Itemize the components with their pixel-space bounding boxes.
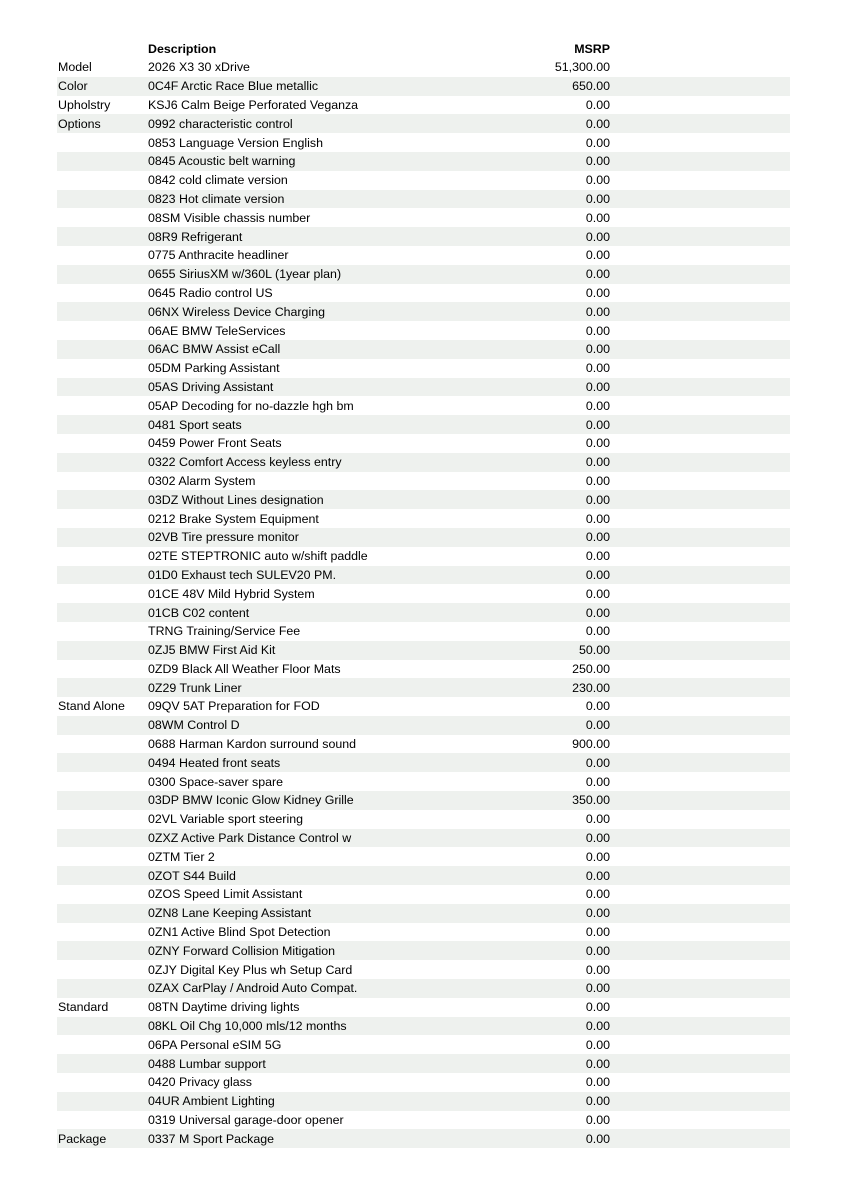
msrp-cell: 0.00 — [585, 116, 610, 131]
table-row — [57, 1111, 790, 1130]
msrp-cell: 0.00 — [585, 154, 610, 169]
msrp-cell: 0.00 — [585, 323, 610, 338]
table-row — [57, 284, 790, 303]
column-header-msrp: MSRP — [574, 41, 610, 56]
msrp-cell: 0.00 — [585, 849, 610, 864]
category-cell: Color — [58, 79, 88, 94]
table-row — [57, 434, 790, 453]
description-cell: 0494 Heated front seats — [148, 755, 281, 770]
table-row — [57, 1035, 790, 1054]
table-row — [57, 960, 790, 979]
table-row — [57, 208, 790, 227]
table-row — [57, 697, 790, 716]
description-cell: 06NX Wireless Device Charging — [148, 304, 325, 319]
table-row — [57, 622, 790, 641]
description-cell: 0ZN1 Active Blind Spot Detection — [148, 925, 331, 940]
table-row — [57, 904, 790, 923]
table-row — [57, 810, 790, 829]
msrp-cell: 0.00 — [585, 473, 610, 488]
table-row — [57, 716, 790, 735]
category-cell: Options — [58, 116, 101, 131]
table-row — [57, 753, 790, 772]
msrp-cell: 0.00 — [585, 1019, 610, 1034]
description-cell: 0842 cold climate version — [148, 173, 288, 188]
table-row — [57, 1073, 790, 1092]
table-row — [57, 941, 790, 960]
msrp-cell: 0.00 — [585, 549, 610, 564]
table-row — [57, 114, 790, 133]
table-row — [57, 1017, 790, 1036]
msrp-cell: 0.00 — [585, 812, 610, 827]
msrp-cell: 0.00 — [585, 1094, 610, 1109]
table-row — [57, 566, 790, 585]
description-cell: 02VL Variable sport steering — [148, 812, 303, 827]
table-row — [57, 152, 790, 171]
msrp-cell: 0.00 — [585, 267, 610, 282]
description-cell: 0853 Language Version English — [148, 135, 323, 150]
msrp-cell: 0.00 — [585, 586, 610, 601]
description-cell: 0645 Radio control US — [148, 285, 273, 300]
msrp-cell: 0.00 — [585, 530, 610, 545]
description-cell: 0481 Sport seats — [148, 417, 242, 432]
msrp-cell: 0.00 — [585, 97, 610, 112]
description-cell: 08KL Oil Chg 10,000 mls/12 months — [148, 1019, 347, 1034]
description-cell: 0655 SiriusXM w/360L (1year plan) — [148, 267, 342, 282]
table-row — [57, 1092, 790, 1111]
msrp-cell: 0.00 — [585, 1000, 610, 1015]
msrp-cell: 0.00 — [585, 925, 610, 940]
msrp-cell: 900.00 — [572, 737, 610, 752]
table-row — [57, 866, 790, 885]
msrp-cell: 0.00 — [585, 831, 610, 846]
msrp-cell: 0.00 — [585, 191, 610, 206]
table-row — [57, 584, 790, 603]
table-row — [57, 1129, 790, 1148]
table-row — [57, 472, 790, 491]
msrp-cell: 0.00 — [585, 342, 610, 357]
description-cell: 08R9 Refrigerant — [148, 229, 243, 244]
table-row — [57, 396, 790, 415]
description-cell: 2026 X3 30 xDrive — [148, 60, 250, 75]
table-row — [57, 490, 790, 509]
description-cell: 0ZOS Speed Limit Assistant — [148, 887, 303, 902]
table-row — [57, 246, 790, 265]
table-row — [57, 772, 790, 791]
description-cell: 0300 Space-saver spare — [148, 774, 284, 789]
description-cell: 05AS Driving Assistant — [148, 379, 274, 394]
msrp-cell: 0.00 — [585, 1056, 610, 1071]
msrp-cell: 0.00 — [585, 173, 610, 188]
description-cell: 0775 Anthracite headliner — [148, 248, 289, 263]
description-cell: 02TE STEPTRONIC auto w/shift paddle — [148, 549, 368, 564]
table-row — [57, 133, 790, 152]
msrp-cell: 0.00 — [585, 962, 610, 977]
msrp-cell: 0.00 — [585, 135, 610, 150]
msrp-cell: 0.00 — [585, 417, 610, 432]
category-cell: Package — [58, 1131, 107, 1146]
table-row — [57, 979, 790, 998]
description-cell: KSJ6 Calm Beige Perforated Veganza — [148, 97, 359, 112]
table-row — [57, 885, 790, 904]
msrp-cell: 0.00 — [585, 868, 610, 883]
description-cell: 06AE BMW TeleServices — [148, 323, 286, 338]
msrp-cell: 0.00 — [585, 248, 610, 263]
table-row — [57, 302, 790, 321]
msrp-cell: 650.00 — [572, 79, 610, 94]
table-row — [57, 547, 790, 566]
description-cell: 02VB Tire pressure monitor — [148, 530, 299, 545]
description-cell: 0ZN8 Lane Keeping Assistant — [148, 906, 312, 921]
msrp-cell: 0.00 — [585, 492, 610, 507]
msrp-cell: 0.00 — [585, 511, 610, 526]
msrp-cell: 0.00 — [585, 1037, 610, 1052]
description-cell: 0823 Hot climate version — [148, 191, 285, 206]
table-row — [57, 678, 790, 697]
table-row — [57, 190, 790, 209]
msrp-cell: 0.00 — [585, 229, 610, 244]
description-cell: 0319 Universal garage-door opener — [148, 1113, 344, 1128]
description-cell: 0302 Alarm System — [148, 473, 256, 488]
msrp-cell: 0.00 — [585, 210, 610, 225]
description-cell: 0ZJY Digital Key Plus wh Setup Card — [148, 962, 353, 977]
table-row — [57, 1054, 790, 1073]
description-cell: 0ZOT S44 Build — [148, 868, 236, 883]
msrp-cell: 0.00 — [585, 567, 610, 582]
msrp-cell: 0.00 — [585, 361, 610, 376]
msrp-cell: 0.00 — [585, 285, 610, 300]
description-cell: 06AC BMW Assist eCall — [148, 342, 281, 357]
description-cell: 08TN Daytime driving lights — [148, 1000, 300, 1015]
msrp-cell: 0.00 — [585, 774, 610, 789]
description-cell: 0ZNY Forward Collision Mitigation — [148, 943, 336, 958]
description-cell: 03DZ Without Lines designation — [148, 492, 324, 507]
description-cell: 01CB C02 content — [148, 605, 250, 620]
description-cell: 03DP BMW Iconic Glow Kidney Grille — [148, 793, 354, 808]
description-cell: TRNG Training/Service Fee — [148, 624, 301, 639]
table-row — [57, 378, 790, 397]
description-cell: 0Z29 Trunk Liner — [148, 680, 242, 695]
description-cell: 0322 Comfort Access keyless entry — [148, 455, 342, 470]
description-cell: 08WM Control D — [148, 718, 240, 733]
description-cell: 09QV 5AT Preparation for FOD — [148, 699, 320, 714]
table-row — [57, 171, 790, 190]
table-row — [57, 791, 790, 810]
table-row — [57, 265, 790, 284]
msrp-cell: 0.00 — [585, 1131, 610, 1146]
table-row — [57, 453, 790, 472]
msrp-cell: 51,300.00 — [554, 60, 610, 75]
msrp-cell: 0.00 — [585, 398, 610, 413]
table-row — [57, 641, 790, 660]
table-row — [57, 735, 790, 754]
category-cell: Standard — [58, 1000, 109, 1015]
description-cell: 0ZJ5 BMW First Aid Kit — [148, 643, 276, 658]
msrp-cell: 0.00 — [585, 699, 610, 714]
description-cell: 0488 Lumbar support — [148, 1056, 266, 1071]
table-row — [57, 509, 790, 528]
table-row — [57, 528, 790, 547]
msrp-cell: 0.00 — [585, 379, 610, 394]
table-row — [57, 660, 790, 679]
msrp-cell: 0.00 — [585, 605, 610, 620]
table-row — [57, 603, 790, 622]
description-cell: 0ZAX CarPlay / Android Auto Compat. — [148, 981, 358, 996]
column-header-description: Description — [148, 41, 217, 56]
table-row — [57, 227, 790, 246]
category-cell: Stand Alone — [58, 699, 125, 714]
description-cell: 0ZXZ Active Park Distance Control w — [148, 831, 352, 846]
description-cell: 0C4F Arctic Race Blue metallic — [148, 79, 319, 94]
table-body — [57, 58, 790, 1148]
description-cell: 0212 Brake System Equipment — [148, 511, 319, 526]
msrp-cell: 0.00 — [585, 1075, 610, 1090]
description-cell: 0688 Harman Kardon surround sound — [148, 737, 357, 752]
msrp-cell: 0.00 — [585, 1113, 610, 1128]
description-cell: 06PA Personal eSIM 5G — [148, 1037, 282, 1052]
msrp-cell: 0.00 — [585, 906, 610, 921]
table-row — [57, 340, 790, 359]
table-row — [57, 96, 790, 115]
table-row — [57, 58, 790, 77]
msrp-cell: 350.00 — [572, 793, 610, 808]
category-cell: Upholstry — [58, 97, 111, 112]
table-row — [57, 829, 790, 848]
description-cell: 08SM Visible chassis number — [148, 210, 311, 225]
description-cell: 0992 characteristic control — [148, 116, 293, 131]
description-cell: 04UR Ambient Lighting — [148, 1094, 275, 1109]
msrp-cell: 50.00 — [578, 643, 610, 658]
msrp-cell: 0.00 — [585, 718, 610, 733]
msrp-cell: 0.00 — [585, 624, 610, 639]
table-row — [57, 77, 790, 96]
table-row — [57, 923, 790, 942]
description-cell: 0459 Power Front Seats — [148, 436, 282, 451]
category-cell: Model — [58, 60, 92, 75]
table-header-row — [57, 39, 790, 58]
msrp-cell: 0.00 — [585, 304, 610, 319]
table-row — [57, 998, 790, 1017]
msrp-cell: 0.00 — [585, 943, 610, 958]
msrp-cell: 0.00 — [585, 887, 610, 902]
msrp-cell: 0.00 — [585, 981, 610, 996]
msrp-cell: 0.00 — [585, 755, 610, 770]
table-row — [57, 321, 790, 340]
table-row — [57, 847, 790, 866]
description-cell: 05DM Parking Assistant — [148, 361, 280, 376]
description-cell: 0ZD9 Black All Weather Floor Mats — [148, 661, 341, 676]
description-cell: 0420 Privacy glass — [148, 1075, 252, 1090]
msrp-cell: 230.00 — [572, 680, 610, 695]
description-cell: 05AP Decoding for no-dazzle hgh bm — [148, 398, 354, 413]
description-cell: 0845 Acoustic belt warning — [148, 154, 296, 169]
description-cell: 01D0 Exhaust tech SULEV20 PM. — [148, 567, 337, 582]
table-row — [57, 415, 790, 434]
msrp-cell: 0.00 — [585, 436, 610, 451]
description-cell: 0337 M Sport Package — [148, 1131, 275, 1146]
vehicle-options-table — [57, 39, 790, 1148]
msrp-cell: 0.00 — [585, 455, 610, 470]
description-cell: 0ZTM Tier 2 — [148, 849, 215, 864]
table-row — [57, 359, 790, 378]
description-cell: 01CE 48V Mild Hybrid System — [148, 586, 315, 601]
msrp-cell: 250.00 — [572, 661, 610, 676]
